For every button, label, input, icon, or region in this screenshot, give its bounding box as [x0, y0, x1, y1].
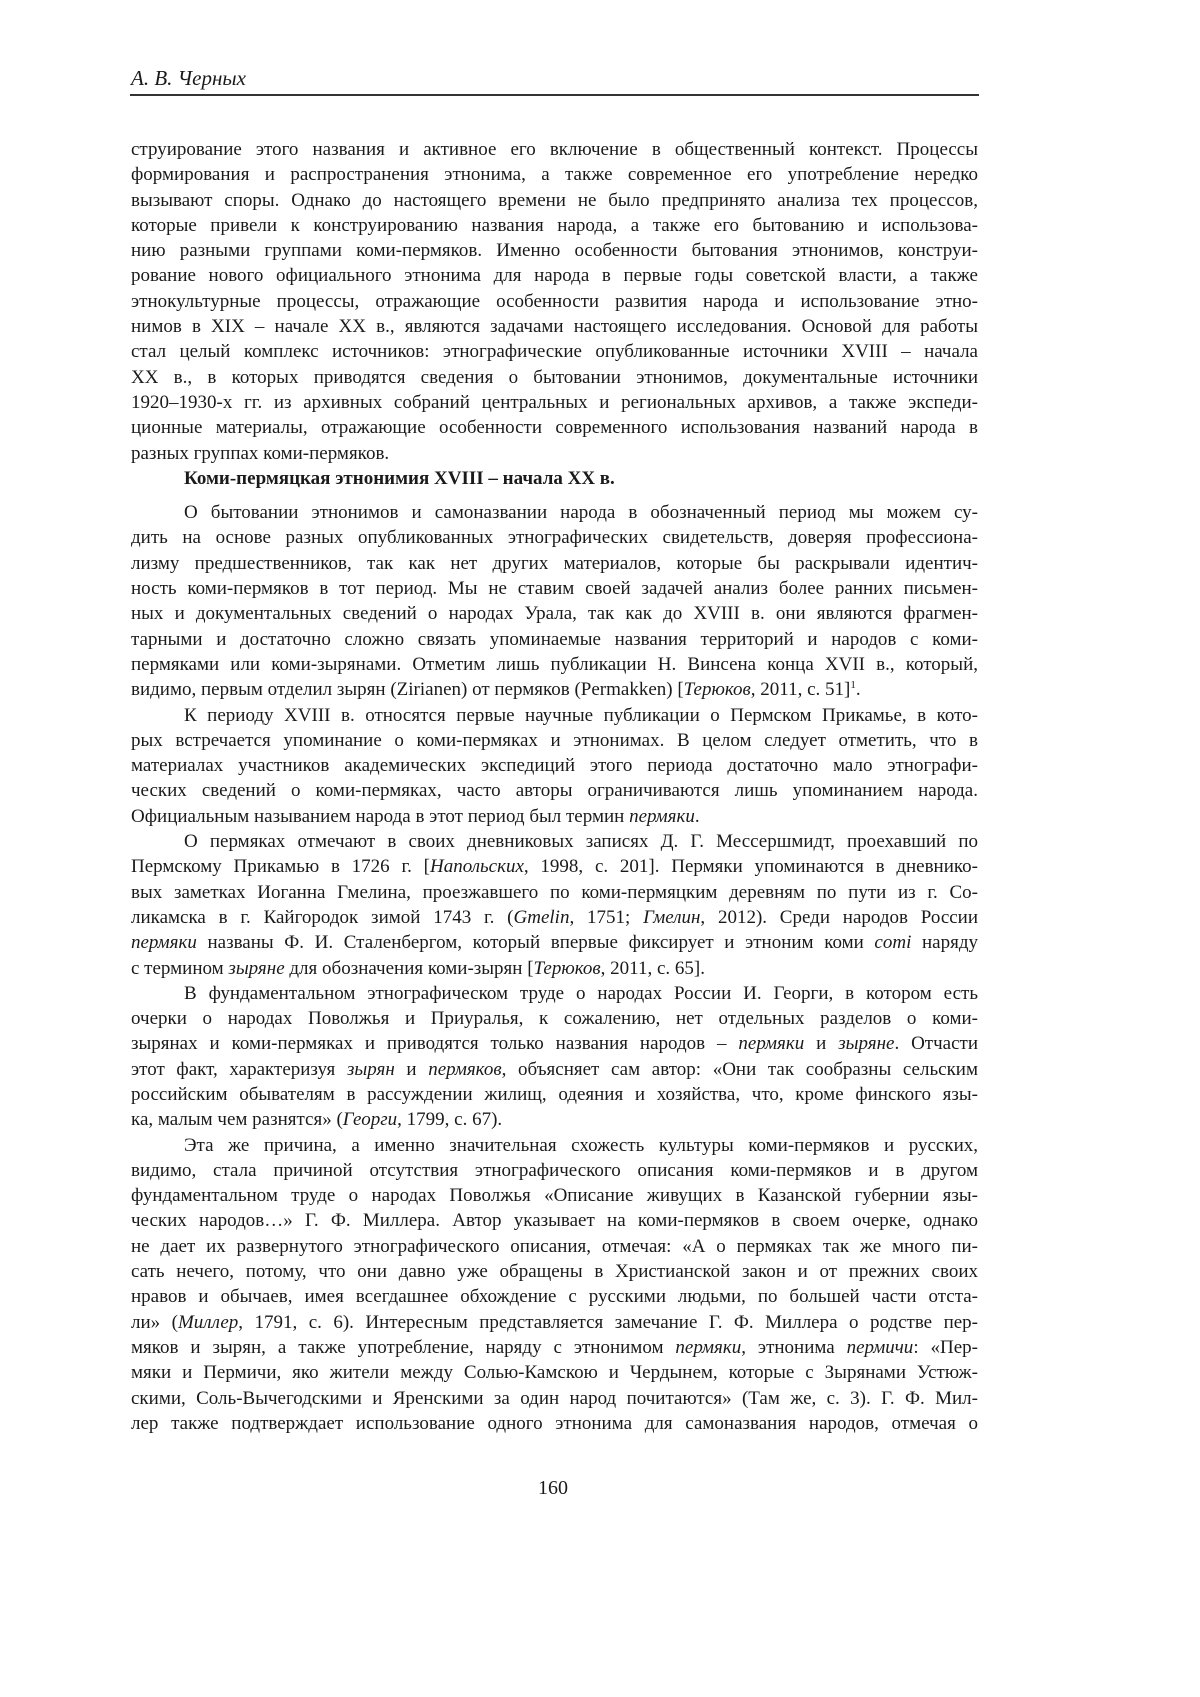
italic-run: comi — [874, 932, 912, 954]
text-line — [131, 314, 978, 339]
text-line — [131, 1386, 978, 1411]
text-run: рование нового официального этнонима для народа в первые годы советской власти, а также — [131, 265, 978, 287]
text-run: : «Пер- — [913, 1336, 978, 1358]
text-line — [131, 1057, 978, 1082]
text-run: вызывают споры. Однако до настоящего времени не было предпринято анализа тех процессов, — [131, 189, 978, 211]
text-run: видимо, стала причиной отсутствия этнографического описания коми-пермяков и в другом — [131, 1159, 978, 1181]
text-line — [131, 339, 978, 364]
text-run: материалах участников академических экспедиций этого периода достаточно мало этнографи- — [131, 755, 978, 777]
italic-run: пермяки — [675, 1336, 742, 1358]
italic-run: Терюков — [683, 679, 751, 701]
text-line — [131, 1234, 978, 1259]
italic-run: пермяки — [131, 932, 197, 954]
text-run: не дает их развернутого этнографического описания, отмечая: «А о пермяках так же много пи- — [131, 1235, 978, 1257]
text-run: Пермскому Прикамью в 1726 г. [ — [131, 856, 430, 878]
body-text — [131, 137, 978, 1436]
text-run: , 1998, с. 201]. Пермяки упоминаются в дневнико- — [523, 856, 978, 878]
text-run: формирования и распространения этнонима, а также современное его употребление нередко — [131, 164, 978, 186]
text-run: . — [855, 679, 861, 701]
page-number: 160 — [538, 1477, 568, 1499]
text-run: О пермяках отмечают в своих дневниковых записях Д. Г. Мессершмидт, проехавший по — [184, 831, 978, 853]
paragraph — [131, 137, 978, 466]
text-run: видимо, первым отделил зырян (Zirianen) от пермяков (Permakken) [ — [131, 679, 684, 701]
text-run: разных группах коми-пермяков. — [131, 442, 390, 464]
text-line — [131, 137, 978, 162]
text-line — [131, 1208, 978, 1233]
italic-run: Георги — [342, 1109, 398, 1131]
text-line — [131, 854, 978, 879]
text-run: мяков и зырян, а также употребление, наряду с этнонимом — [131, 1336, 676, 1358]
text-line — [131, 981, 978, 1006]
text-run: тарными и достаточно сложно связать упоминаемые названия территорий и народов с коми- — [131, 628, 978, 650]
paragraph — [131, 500, 978, 702]
text-line — [131, 905, 978, 930]
text-line — [131, 677, 978, 702]
italic-run: зыряне — [228, 957, 285, 979]
italic-run: Gmelin — [513, 906, 570, 928]
text-line — [131, 1259, 978, 1284]
text-line — [131, 1107, 978, 1132]
italic-run: пермяки — [738, 1033, 805, 1055]
text-line — [131, 1183, 978, 1208]
text-line — [131, 930, 978, 955]
text-line — [131, 188, 978, 213]
text-line — [131, 703, 978, 728]
text-line — [131, 263, 978, 288]
text-run: для обозначения коми-зырян [ — [284, 957, 534, 979]
text-run: пермяками или коми-зырянами. Отметим лишь публикации Н. Винсена конца XVII в., который, — [131, 653, 978, 675]
text-line — [131, 880, 978, 905]
text-line — [131, 601, 978, 626]
text-run: , 2012). Среди народов России — [700, 906, 979, 928]
text-line — [131, 213, 978, 238]
text-line — [131, 956, 978, 981]
text-run: дить на основе разных опубликованных этнографических свидетельств, доверяя профессиона- — [131, 527, 978, 549]
text-run: мяки и Пермичи, яко жители между Солью-Камскою и Чердынем, которые с Зырянами Устюж- — [131, 1362, 978, 1384]
text-line — [131, 1031, 978, 1056]
text-run: , 1791, с. 6). Интересным представляется замечание Г. Ф. Миллера о родстве пер- — [238, 1311, 979, 1333]
text-line — [131, 1082, 978, 1107]
text-run: вых заметках Иоганна Гмелина, проезжавшего по коми-пермяцким деревням по пути из г. Со- — [131, 881, 978, 903]
text-run: 1920–1930-х гг. из архивных собраний центральных и региональных архивов, а также экспеди- — [131, 391, 978, 413]
text-line — [131, 289, 978, 314]
section-heading: Коми-пермяцкая этнонимия XVIII – начала XX в. — [184, 467, 615, 489]
text-line — [131, 162, 978, 187]
text-line — [131, 365, 978, 390]
italic-run: пермяки — [629, 805, 695, 827]
text-run: нравов и обычаев, имея всегдашнее обхождение с русскими людьми, по большей части отста- — [131, 1286, 978, 1308]
text-run: лер также подтверждает использование одного этнонима для самоназвания народов, отмечая о — [131, 1412, 978, 1434]
text-run: ных и документальных сведений о народах Урала, так как до XVIII в. они являются фрагмен- — [131, 603, 978, 625]
text-run: лизму предшественников, так как нет других материалов, которые бы раскрывали идентич- — [131, 552, 978, 574]
text-line — [131, 627, 978, 652]
text-run: фундаментальном труде о народах Поволжья «Описание живущих в Казанской губернии язы- — [131, 1185, 978, 1207]
text-line — [131, 804, 978, 829]
header-rule — [130, 94, 979, 96]
text-line — [131, 390, 978, 415]
text-line — [131, 652, 978, 677]
italic-run: пермяков — [428, 1058, 502, 1080]
text-run: В фундаментальном этнографическом труде о народах России И. Георги, в котором есть — [184, 982, 978, 1004]
text-line — [131, 1158, 978, 1183]
italic-run: зырян — [346, 1058, 395, 1080]
text-line — [131, 1335, 978, 1360]
text-run: , 2011, с. 65]. — [600, 957, 705, 979]
text-line — [131, 1006, 978, 1031]
text-run: стал целый комплекс источников: этнографические опубликованные источники XVIII – начала — [131, 341, 978, 363]
text-run: наряду — [911, 932, 978, 954]
text-run: этот факт, характеризуя — [131, 1058, 347, 1080]
text-line — [131, 525, 978, 550]
text-run: О бытовании этнонимов и самоназвании народа в обозначенный период мы можем су- — [184, 502, 978, 524]
paragraph — [131, 703, 978, 829]
italic-run: Гмелин — [643, 906, 701, 928]
text-run: , 1751; — [569, 906, 644, 928]
text-run: Эта же причина, а именно значительная схожесть культуры коми-пермяков и русских, — [184, 1134, 978, 1156]
text-run: струирование этого названия и активное его включение в общественный контекст. Процессы — [131, 139, 978, 160]
italic-run: Миллер — [177, 1311, 239, 1333]
running-head-author: А. В. Черных — [131, 66, 246, 90]
text-run: нию разными группами коми-пермяков. Именно особенности бытования этнонимов, конструи- — [131, 240, 978, 262]
text-line — [131, 415, 978, 440]
text-line — [131, 778, 978, 803]
text-line — [131, 829, 978, 854]
text-line — [131, 500, 978, 525]
text-line — [131, 1133, 978, 1158]
text-run: сать нечего, потому, что они давно уже обращены в Христианской закон и от прежних своих — [131, 1261, 978, 1283]
paragraph — [131, 1133, 978, 1437]
text-run: и — [394, 1058, 429, 1080]
text-run: , объясняет сам автор: «Они так сообразны сельским — [501, 1058, 978, 1080]
italic-run: зыряне — [838, 1033, 895, 1055]
text-run: с термином — [131, 957, 229, 979]
text-line — [131, 238, 978, 263]
text-line — [131, 728, 978, 753]
italic-run: Терюков — [533, 957, 601, 979]
text-run: ческих сведений о коми-пермяках, часто авторы ограничиваются лишь упоминанием народа. — [131, 780, 978, 802]
paragraph — [131, 829, 978, 981]
text-run: . — [694, 805, 700, 827]
text-run: ликамска в г. Кайгородок зимой 1743 г. ( — [131, 906, 514, 928]
text-run: XX в., в которых приводятся сведения о бытовании этнонимов, документальные источники — [131, 366, 978, 388]
text-line — [131, 1310, 978, 1335]
italic-run: Напольских — [429, 856, 524, 878]
text-run: ческих народов…» Г. Ф. Миллера. Автор указывает на коми-пермяков в своем очерке, однако — [131, 1210, 978, 1232]
text-line — [131, 753, 978, 778]
text-run: которые привели к конструированию названия народа, а также его бытованию и использова- — [131, 214, 978, 236]
text-run: . Отчасти — [894, 1033, 979, 1055]
text-line — [131, 1360, 978, 1385]
text-run: российским обывателям в рассуждении жилищ, одеяния и хозяйства, что, кроме финского язы- — [131, 1083, 978, 1105]
text-run: ность коми-пермяков в тот период. Мы не ставим своей задачей анализ более ранних письмен- — [131, 578, 978, 600]
paragraph — [131, 981, 978, 1133]
text-run: ка, малым чем разнятся» ( — [131, 1109, 343, 1131]
text-run: очерки о народах Поволжья и Приуралья, к сожалению, нет отдельных разделов о коми- — [131, 1008, 978, 1030]
text-run: нимов в XIX – начале XX в., являются задачами настоящего исследования. Основой для работы — [131, 316, 978, 338]
text-line — [131, 551, 978, 576]
text-line — [131, 441, 978, 466]
text-run: , 2011, с. 51] — [750, 679, 851, 701]
text-run: ционные материалы, отражающие особенности современного использования названий народа в — [131, 417, 978, 439]
text-line — [131, 1411, 978, 1436]
text-run: названы Ф. И. Сталенбергом, который впервые фиксирует и этноним коми — [196, 932, 875, 954]
text-run: рых встречается упоминание о коми-пермяках и этнонимах. В целом следует отметить, что в — [131, 729, 978, 751]
text-run: , этнонима — [741, 1336, 847, 1358]
text-run: зырянах и коми-пермяках и приводятся только названия народов – — [131, 1033, 739, 1055]
text-run: и — [804, 1033, 839, 1055]
text-run: , 1799, с. 67). — [397, 1109, 503, 1131]
text-run: Официальным называнием народа в этот период был термин — [131, 805, 630, 827]
text-line — [131, 1284, 978, 1309]
text-run: ли» ( — [131, 1311, 178, 1333]
text-run: скими, Соль-Вычегодскими и Яренскими за один народ почитаются» (Там же, с. 3). Г. Ф. Мил- — [131, 1387, 978, 1409]
text-line — [131, 576, 978, 601]
text-run: этнокультурные процессы, отражающие особенности развития народа и использование этно- — [131, 290, 978, 312]
text-run: К периоду XVIII в. относятся первые научные публикации о Пермском Прикамье, в кото- — [184, 704, 978, 726]
italic-run: пермичи — [846, 1336, 914, 1358]
footnote-marker: 1 — [850, 679, 856, 692]
